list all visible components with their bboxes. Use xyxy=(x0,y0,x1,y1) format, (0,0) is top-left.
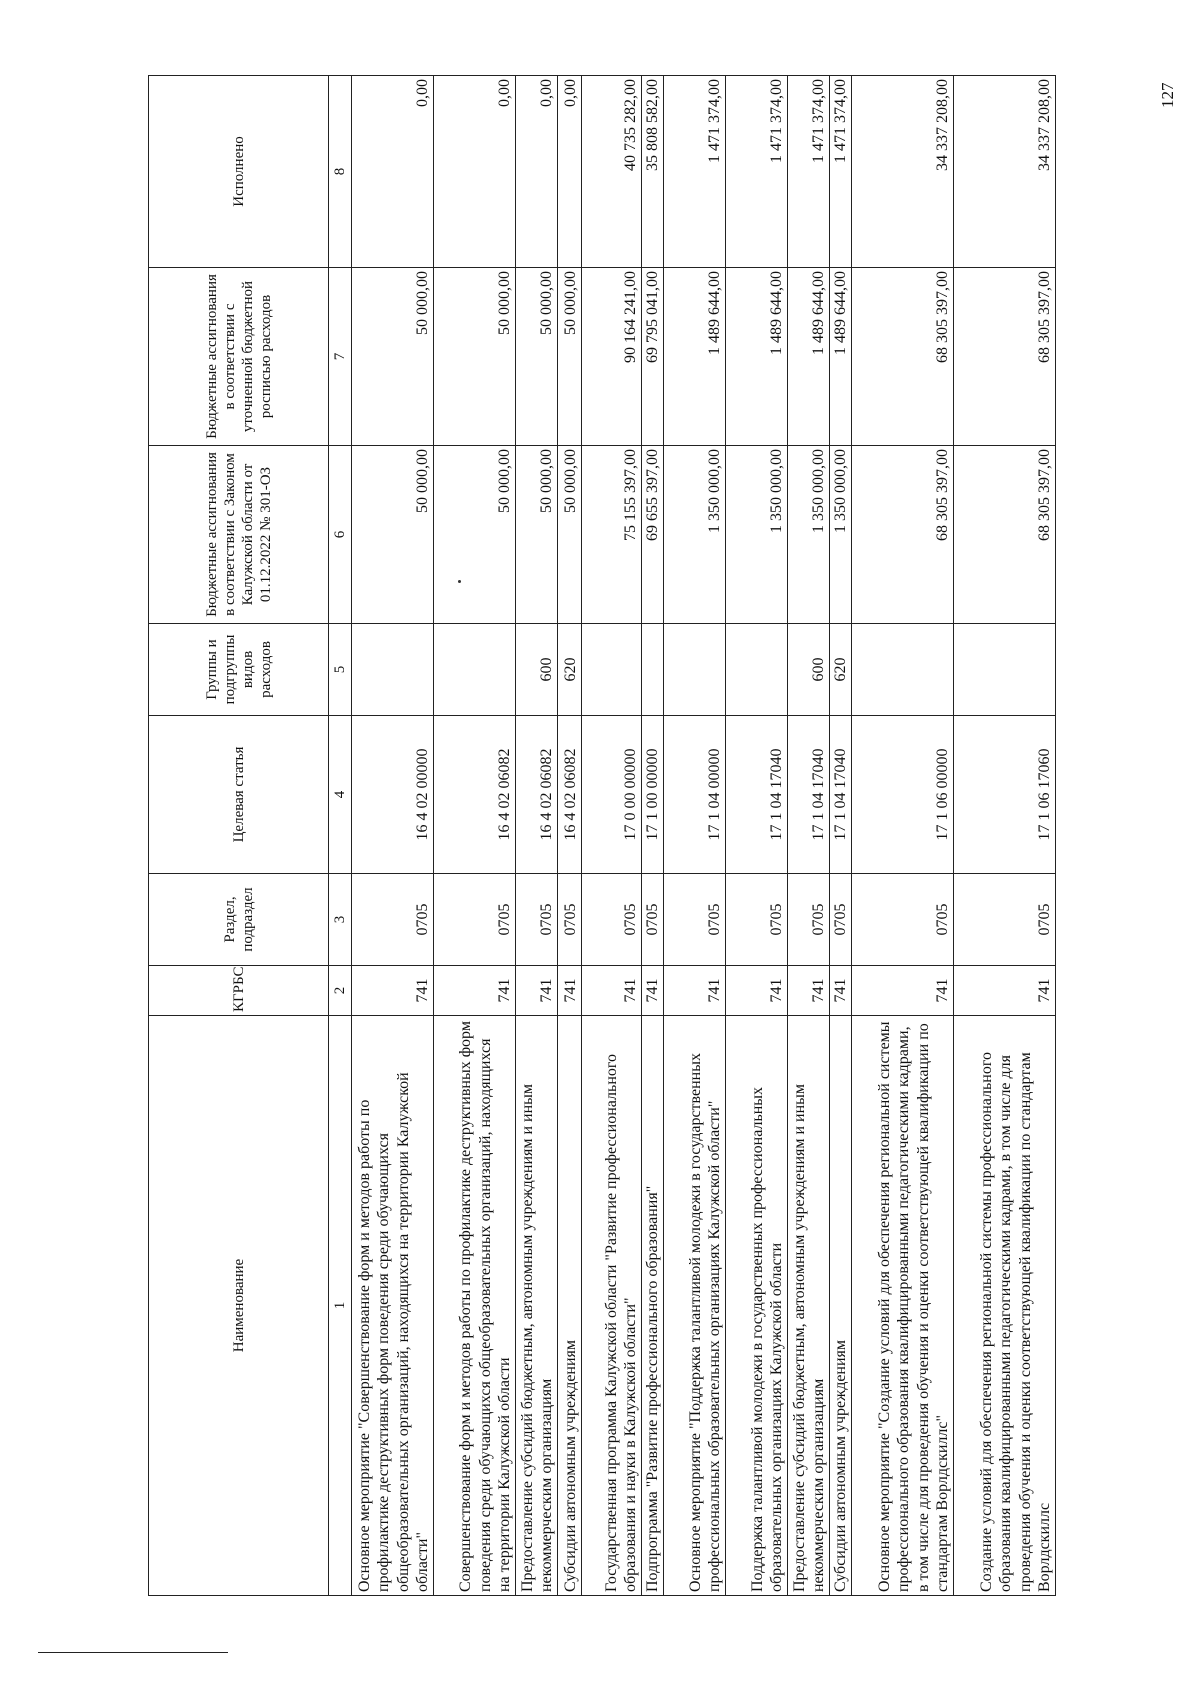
row-kgrbs: 741 xyxy=(582,966,642,1016)
row-executed: 0,00 xyxy=(434,76,516,268)
row-name: Предоставление субсидий бюджетным, автономным учреждениям и иным некоммерческим организациям xyxy=(788,1016,830,1596)
row-refined: 50 000,00 xyxy=(558,268,582,446)
row-group xyxy=(954,624,1056,716)
table-row xyxy=(788,76,830,1596)
row-section: 0705 xyxy=(830,874,852,966)
row-name: Совершенствование форм и методов работы по профилактике деструктивных форм поведения среди обучающихся общеобразовательных организаций, находящихся на территории Калужской области xyxy=(434,1016,516,1596)
row-refined: 68 305 397,00 xyxy=(954,268,1056,446)
row-law: 75 155 397,00 xyxy=(582,446,642,624)
row-target: 16 4 02 06082 xyxy=(434,716,516,874)
row-executed: 1 471 374,00 xyxy=(664,76,726,268)
row-section: 0705 xyxy=(664,874,726,966)
row-law: 68 305 397,00 xyxy=(954,446,1056,624)
row-name: Государственная программа Калужской области "Развитие профессионального образования и науки в Калужской области" xyxy=(582,1016,642,1596)
row-refined: 1 489 644,00 xyxy=(726,268,788,446)
row-section: 0705 xyxy=(852,874,954,966)
row-kgrbs: 741 xyxy=(664,966,726,1016)
row-group xyxy=(582,624,642,716)
row-executed: 1 471 374,00 xyxy=(830,76,852,268)
row-section: 0705 xyxy=(726,874,788,966)
row-executed: 40 735 282,00 xyxy=(582,76,642,268)
row-target: 16 4 02 06082 xyxy=(558,716,582,874)
column-number-row xyxy=(329,76,352,1596)
row-law: 1 350 000,00 xyxy=(726,446,788,624)
row-group: 620 xyxy=(830,624,852,716)
row-name: Субсидии автономным учреждениям xyxy=(558,1016,582,1596)
row-target: 16 4 02 00000 xyxy=(352,716,434,874)
row-group xyxy=(852,624,954,716)
rotated-table-container xyxy=(148,76,1054,1596)
row-target: 17 1 04 17040 xyxy=(726,716,788,874)
row-target: 17 1 04 17040 xyxy=(830,716,852,874)
row-group: 600 xyxy=(788,624,830,716)
row-group: 620 xyxy=(558,624,582,716)
row-target: 17 1 00 00000 xyxy=(642,716,664,874)
row-executed: 1 471 374,00 xyxy=(788,76,830,268)
row-section: 0705 xyxy=(434,874,516,966)
table-row xyxy=(558,76,582,1596)
row-law: 50 000,00 xyxy=(558,446,582,624)
col-number: 2 xyxy=(329,966,352,1016)
row-executed: 0,00 xyxy=(352,76,434,268)
row-law: 50 000,00 xyxy=(434,446,516,624)
row-executed: 35 808 582,00 xyxy=(642,76,664,268)
row-kgrbs: 741 xyxy=(954,966,1056,1016)
table-row xyxy=(726,76,788,1596)
row-executed: 0,00 xyxy=(558,76,582,268)
col-header-law: Бюджетные ассигнования в соответствии с Законом Калужской области от 01.12.2022 № 301-ОЗ xyxy=(149,446,329,624)
row-refined: 50 000,00 xyxy=(516,268,558,446)
table-row xyxy=(582,76,642,1596)
row-law: 50 000,00 xyxy=(352,446,434,624)
row-target: 17 0 00 00000 xyxy=(582,716,642,874)
row-section: 0705 xyxy=(516,874,558,966)
row-kgrbs: 741 xyxy=(830,966,852,1016)
row-kgrbs: 741 xyxy=(352,966,434,1016)
row-kgrbs: 741 xyxy=(516,966,558,1016)
row-section: 0705 xyxy=(352,874,434,966)
table-row xyxy=(852,76,954,1596)
row-kgrbs: 741 xyxy=(642,966,664,1016)
row-refined: 1 489 644,00 xyxy=(664,268,726,446)
row-refined: 69 795 041,00 xyxy=(642,268,664,446)
row-executed: 34 337 208,00 xyxy=(954,76,1056,268)
row-group: 600 xyxy=(516,624,558,716)
col-header-name: Наименование xyxy=(149,1016,329,1596)
row-kgrbs: 741 xyxy=(726,966,788,1016)
row-target: 17 1 06 00000 xyxy=(852,716,954,874)
row-name: Основное мероприятие "Создание условий для обеспечения региональной системы профессионального образования квалифицированными педагогическими кадрами, в том числе для проведения обучения и оценки соответствующей квалификации по стандартам Ворлдскиллс" xyxy=(852,1016,954,1596)
table-row xyxy=(434,76,516,1596)
budget-table xyxy=(148,75,1056,1596)
page-number-text: 127 xyxy=(1158,82,1177,108)
table-row xyxy=(830,76,852,1596)
row-name: Создание условий для обеспечения региональной системы профессионального образования квалифицированными педагогическими кадрами, в том числе для проведения обучения и оценки соответствующей квалификации по стандартам Ворлдскиллс xyxy=(954,1016,1056,1596)
col-header-refined: Бюджетные ассигнования в соответствии с уточненной бюджетной росписью расходов xyxy=(149,268,329,446)
row-kgrbs: 741 xyxy=(852,966,954,1016)
row-name: Основное мероприятие "Поддержка талантливой молодежи в государственных профессиональных образовательных организациях Калужской области" xyxy=(664,1016,726,1596)
row-law: 50 000,00 xyxy=(516,446,558,624)
table-row xyxy=(954,76,1056,1596)
row-section: 0705 xyxy=(642,874,664,966)
footer-rule xyxy=(38,1652,228,1653)
row-law: 1 350 000,00 xyxy=(830,446,852,624)
col-header-target: Целевая статья xyxy=(149,716,329,874)
col-number: 8 xyxy=(329,76,352,268)
row-law: 1 350 000,00 xyxy=(788,446,830,624)
row-name: Подпрограмма "Развитие профессионального образования" xyxy=(642,1016,664,1596)
row-group xyxy=(726,624,788,716)
row-name: Предоставление субсидий бюджетным, автономным учреждениям и иным некоммерческим организациям xyxy=(516,1016,558,1596)
row-refined: 50 000,00 xyxy=(434,268,516,446)
header-row xyxy=(149,76,329,1596)
row-target: 17 1 04 00000 xyxy=(664,716,726,874)
row-kgrbs: 741 xyxy=(788,966,830,1016)
table-row xyxy=(642,76,664,1596)
row-kgrbs: 741 xyxy=(558,966,582,1016)
row-executed: 34 337 208,00 xyxy=(852,76,954,268)
row-executed: 0,00 xyxy=(516,76,558,268)
row-target: 16 4 02 06082 xyxy=(516,716,558,874)
page-number xyxy=(1158,78,1188,128)
table-row xyxy=(516,76,558,1596)
row-law: 68 305 397,00 xyxy=(852,446,954,624)
row-refined: 68 305 397,00 xyxy=(852,268,954,446)
row-law: 1 350 000,00 xyxy=(664,446,726,624)
row-executed: 1 471 374,00 xyxy=(726,76,788,268)
row-section: 0705 xyxy=(558,874,582,966)
row-group xyxy=(352,624,434,716)
col-number: 3 xyxy=(329,874,352,966)
col-header-groups: Группы и подгруппы видов расходов xyxy=(149,624,329,716)
row-name: Поддержка талантливой молодежи в государственных профессиональных образовательных организациях Калужской области xyxy=(726,1016,788,1596)
row-refined: 1 489 644,00 xyxy=(830,268,852,446)
row-section: 0705 xyxy=(788,874,830,966)
row-refined: 50 000,00 xyxy=(352,268,434,446)
col-number: 1 xyxy=(329,1016,352,1596)
col-header-kgrbs: КГРБС xyxy=(149,966,329,1016)
row-section: 0705 xyxy=(582,874,642,966)
col-number: 4 xyxy=(329,716,352,874)
row-refined: 1 489 644,00 xyxy=(788,268,830,446)
row-law: 69 655 397,00 xyxy=(642,446,664,624)
table-row xyxy=(352,76,434,1596)
row-refined: 90 164 241,00 xyxy=(582,268,642,446)
row-group xyxy=(434,624,516,716)
col-number: 5 xyxy=(329,624,352,716)
row-group xyxy=(642,624,664,716)
col-number: 6 xyxy=(329,446,352,624)
row-name: Субсидии автономным учреждениям xyxy=(830,1016,852,1596)
row-target: 17 1 04 17040 xyxy=(788,716,830,874)
row-kgrbs: 741 xyxy=(434,966,516,1016)
col-number: 7 xyxy=(329,268,352,446)
col-header-executed: Исполнено xyxy=(149,76,329,268)
col-header-section: Раздел, подраздел xyxy=(149,874,329,966)
row-group xyxy=(664,624,726,716)
row-name: Основное мероприятие "Совершенствование форм и методов работы по профилактике деструктивных форм поведения среди обучающихся общеобразовательных организаций, находящихся на территории Калужской области" xyxy=(352,1016,434,1596)
row-section: 0705 xyxy=(954,874,1056,966)
table-row xyxy=(664,76,726,1596)
row-target: 17 1 06 17060 xyxy=(954,716,1056,874)
